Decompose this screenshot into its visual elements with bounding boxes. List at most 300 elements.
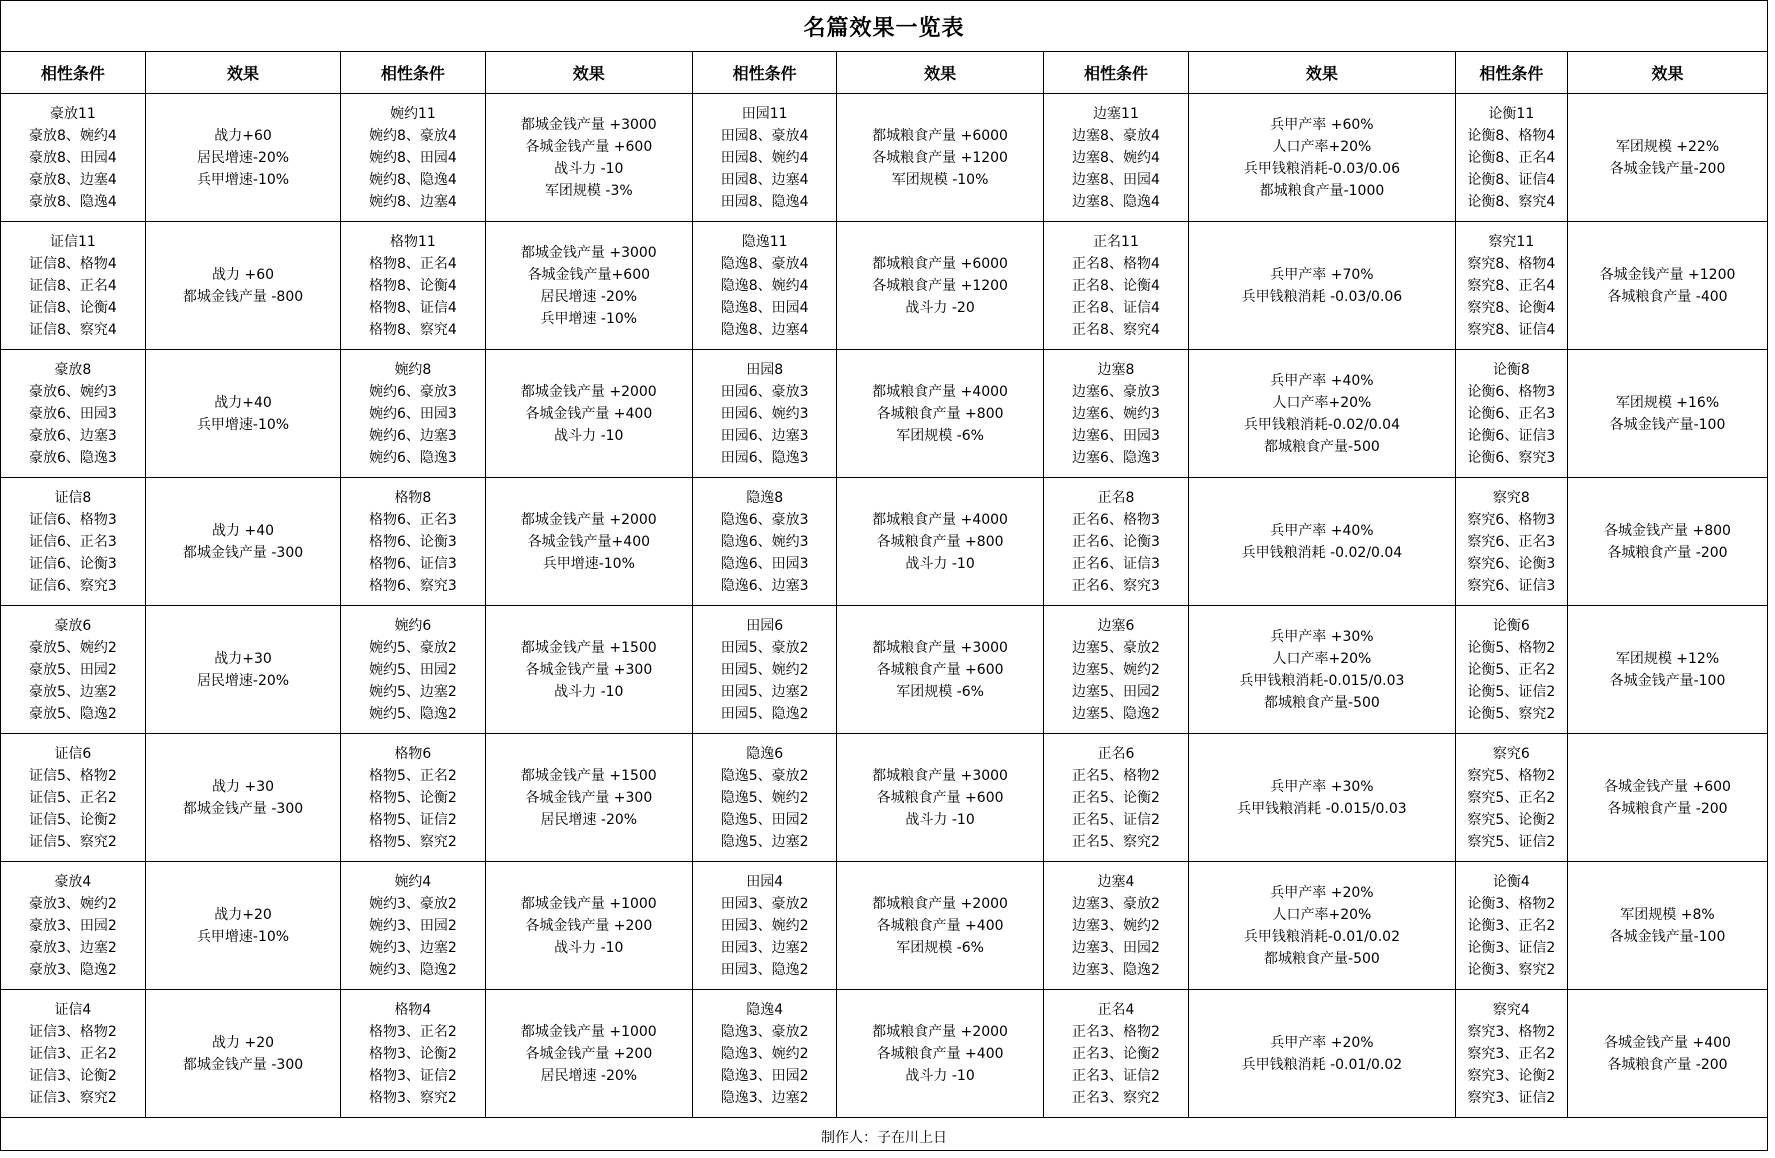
condition-line: 边塞3、隐逸2 <box>1072 961 1160 978</box>
effect-line: 人口产率+20% <box>1272 138 1372 155</box>
effect-cell <box>145 606 340 734</box>
condition-line: 田园3、隐逸2 <box>720 961 809 978</box>
condition-cell <box>341 606 485 734</box>
effect-line: 都城粮食产量-1000 <box>1259 182 1385 199</box>
effect-line: 兵甲增速-10% <box>196 171 290 188</box>
effect-line: 兵甲产率 +20% <box>1270 1034 1374 1051</box>
condition-line: 论衡8、格物4 <box>1467 127 1556 144</box>
condition-line: 格物6、证信3 <box>368 555 457 572</box>
effect-line: 都城金钱产量 -300 <box>182 800 304 817</box>
condition-line: 田园5、边塞2 <box>720 683 809 700</box>
effect-line: 各城金钱产量+600 <box>527 266 651 283</box>
condition-line: 察究5、证信2 <box>1467 833 1556 850</box>
effect-line: 都城粮食产量 +3000 <box>872 639 1008 656</box>
effect-cell <box>485 862 692 990</box>
effect-line: 各城金钱产量 +400 <box>1604 1034 1731 1051</box>
condition-line: 格物11 <box>389 233 436 250</box>
condition-line: 田园3、豪放2 <box>720 895 809 912</box>
condition-line: 隐逸6、田园3 <box>720 555 809 572</box>
condition-line: 察究8、证信4 <box>1467 321 1556 338</box>
condition-line: 隐逸8、边塞4 <box>720 321 809 338</box>
condition-line: 论衡6、格物3 <box>1467 383 1556 400</box>
effect-cell <box>145 734 340 862</box>
effect-line: 各城粮食产量 +400 <box>876 1045 1004 1062</box>
condition-line: 婉约5、边塞2 <box>368 683 457 700</box>
condition-line: 格物4 <box>394 1001 432 1018</box>
condition-line: 豪放6、隐逸3 <box>28 449 117 466</box>
condition-line: 论衡11 <box>1488 105 1535 122</box>
condition-line: 隐逸3、婉约2 <box>720 1045 809 1062</box>
effect-cell <box>1189 606 1456 734</box>
condition-line: 正名6 <box>1097 745 1135 762</box>
condition-cell <box>1043 350 1188 478</box>
condition-line: 证信6、论衡3 <box>28 555 117 572</box>
condition-line: 格物3、证信2 <box>368 1067 457 1084</box>
page-title: 名篇效果一览表 <box>1 1 1767 52</box>
condition-line: 边塞5、婉约2 <box>1072 661 1160 678</box>
condition-line: 论衡6、正名3 <box>1467 405 1556 422</box>
header-condition: 相性条件 <box>1043 52 1188 94</box>
condition-line: 婉约8、边塞4 <box>368 193 457 210</box>
effect-cell <box>837 990 1043 1118</box>
effect-line: 居民增速 -20% <box>540 288 638 305</box>
effect-line: 兵甲产率 +40% <box>1270 522 1374 539</box>
condition-line: 豪放3、田园2 <box>28 917 117 934</box>
condition-line: 正名8 <box>1097 489 1135 506</box>
condition-line: 格物3、正名2 <box>368 1023 457 1040</box>
condition-line: 证信6 <box>54 745 92 762</box>
effect-line: 各城金钱产量-100 <box>1609 672 1726 689</box>
condition-line: 察究6、证信3 <box>1467 577 1556 594</box>
effect-line: 战力 +20 <box>212 1034 275 1051</box>
condition-line: 正名5、格物2 <box>1072 767 1160 784</box>
effect-cell <box>1567 222 1767 350</box>
effect-cell <box>1189 94 1456 222</box>
effect-line: 军团规模 -6% <box>896 427 984 444</box>
condition-line: 证信6、察究3 <box>28 577 117 594</box>
condition-line: 论衡6、察究3 <box>1467 449 1556 466</box>
effect-line: 居民增速-20% <box>196 149 290 166</box>
effect-line: 兵甲钱粮消耗 -0.01/0.02 <box>1241 1056 1403 1073</box>
effect-line: 军团规模 -6% <box>896 683 984 700</box>
condition-line: 论衡5、证信2 <box>1467 683 1556 700</box>
effect-line: 都城金钱产量 +1000 <box>520 895 657 912</box>
effect-line: 都城粮食产量 +2000 <box>872 895 1008 912</box>
effect-line: 兵甲产率 +70% <box>1270 266 1374 283</box>
condition-line: 察究3、正名2 <box>1467 1045 1556 1062</box>
condition-line: 婉约5、隐逸2 <box>368 705 457 722</box>
condition-line: 正名3、察究2 <box>1072 1089 1160 1106</box>
condition-line: 正名8、证信4 <box>1072 299 1160 316</box>
condition-line: 婉约3、豪放2 <box>368 895 457 912</box>
condition-cell <box>693 94 837 222</box>
condition-line: 论衡3、证信2 <box>1467 939 1556 956</box>
effect-line: 战斗力 -10 <box>554 939 624 956</box>
effect-line: 兵甲产率 +40% <box>1270 372 1374 389</box>
condition-cell <box>693 990 837 1118</box>
condition-line: 边塞8、婉约4 <box>1072 149 1160 166</box>
effect-line: 兵甲增速 -10% <box>540 310 638 327</box>
effect-cell <box>1189 350 1456 478</box>
condition-cell <box>1043 94 1188 222</box>
effect-line: 各城金钱产量 +300 <box>525 789 653 806</box>
effect-line: 兵甲钱粮消耗 -0.02/0.04 <box>1241 544 1403 561</box>
condition-line: 格物6、正名3 <box>368 511 457 528</box>
condition-line: 正名3、论衡2 <box>1072 1045 1160 1062</box>
header-condition: 相性条件 <box>341 52 485 94</box>
condition-line: 婉约6 <box>394 617 432 634</box>
condition-line: 正名5、证信2 <box>1072 811 1160 828</box>
condition-line: 证信11 <box>49 233 96 250</box>
effect-cell <box>145 478 340 606</box>
condition-line: 豪放5、隐逸2 <box>28 705 117 722</box>
effect-line: 各城金钱产量 +1200 <box>1599 266 1736 283</box>
condition-cell <box>1 990 145 1118</box>
condition-line: 豪放11 <box>49 105 96 122</box>
effect-line: 各城粮食产量 +1200 <box>872 149 1008 166</box>
condition-line: 婉约5、田园2 <box>368 661 457 678</box>
condition-line: 证信8 <box>54 489 92 506</box>
effect-cell <box>837 350 1043 478</box>
condition-line: 边塞3、田园2 <box>1072 939 1160 956</box>
table-body <box>1 94 1767 1118</box>
condition-line: 边塞3、婉约2 <box>1072 917 1160 934</box>
effect-line: 都城金钱产量 +1500 <box>520 767 657 784</box>
condition-line: 隐逸6、豪放3 <box>720 511 809 528</box>
condition-line: 正名6、证信3 <box>1072 555 1160 572</box>
condition-line: 婉约11 <box>389 105 436 122</box>
condition-line: 豪放3、隐逸2 <box>28 961 117 978</box>
condition-cell <box>1043 606 1188 734</box>
condition-line: 正名5、察究2 <box>1072 833 1160 850</box>
condition-line: 婉约4 <box>394 873 432 890</box>
condition-line: 田园8 <box>746 361 784 378</box>
author-credit: 制作人：子在川上日 <box>821 1130 947 1146</box>
condition-line: 田园4 <box>746 873 784 890</box>
condition-line: 隐逸8、田园4 <box>720 299 809 316</box>
condition-line: 察究4 <box>1492 1001 1530 1018</box>
condition-line: 隐逸3、豪放2 <box>720 1023 809 1040</box>
condition-line: 论衡3、正名2 <box>1467 917 1556 934</box>
condition-line: 隐逸8、豪放4 <box>720 255 809 272</box>
condition-line: 边塞6、田园3 <box>1072 427 1160 444</box>
effect-line: 都城粮食产量 +2000 <box>872 1023 1008 1040</box>
condition-cell <box>693 862 837 990</box>
effect-line: 战斗力 -20 <box>905 299 975 316</box>
condition-line: 格物5、察究2 <box>368 833 457 850</box>
effect-cell <box>145 350 340 478</box>
condition-line: 隐逸6、边塞3 <box>720 577 809 594</box>
header-condition: 相性条件 <box>693 52 837 94</box>
condition-line: 证信4 <box>54 1001 92 1018</box>
condition-line: 正名11 <box>1093 233 1139 250</box>
condition-line: 隐逸8 <box>746 489 784 506</box>
condition-line: 论衡4 <box>1492 873 1530 890</box>
effect-line: 军团规模 +12% <box>1615 650 1720 667</box>
condition-line: 证信5、格物2 <box>28 767 117 784</box>
condition-cell <box>1 478 145 606</box>
condition-line: 格物3、论衡2 <box>368 1045 457 1062</box>
effect-line: 人口产率+20% <box>1272 650 1372 667</box>
effect-cell <box>1189 862 1456 990</box>
condition-line: 察究8 <box>1492 489 1530 506</box>
condition-line: 论衡8、正名4 <box>1467 149 1556 166</box>
effect-cell <box>837 734 1043 862</box>
condition-cell <box>1455 478 1567 606</box>
effect-line: 兵甲产率 +20% <box>1270 884 1374 901</box>
effect-cell <box>1567 94 1767 222</box>
condition-line: 察究6 <box>1492 745 1530 762</box>
condition-cell <box>1043 222 1188 350</box>
condition-line: 正名8、论衡4 <box>1072 277 1160 294</box>
condition-line: 边塞8 <box>1097 361 1135 378</box>
condition-line: 察究5、正名2 <box>1467 789 1556 806</box>
condition-line: 察究6、正名3 <box>1467 533 1556 550</box>
condition-cell <box>341 862 485 990</box>
condition-line: 田园6 <box>746 617 784 634</box>
effect-line: 都城粮食产量 +4000 <box>872 383 1008 400</box>
condition-line: 隐逸6 <box>746 745 784 762</box>
condition-line: 婉约8 <box>394 361 432 378</box>
effect-line: 战斗力 -10 <box>905 811 975 828</box>
effect-cell <box>1189 734 1456 862</box>
condition-line: 证信3、正名2 <box>28 1045 117 1062</box>
effect-cell <box>1567 478 1767 606</box>
condition-line: 婉约6、隐逸3 <box>368 449 457 466</box>
effect-cell <box>485 350 692 478</box>
table-row <box>1 862 1767 990</box>
condition-line: 论衡3、察究2 <box>1467 961 1556 978</box>
effect-line: 各城金钱产量-100 <box>1609 928 1726 945</box>
effect-line: 战力+20 <box>214 906 272 923</box>
effect-cell <box>485 734 692 862</box>
condition-cell <box>1 94 145 222</box>
condition-line: 田园8、豪放4 <box>720 127 809 144</box>
effect-line: 军团规模 -6% <box>896 939 984 956</box>
effect-line: 军团规模 +22% <box>1615 138 1720 155</box>
effect-line: 人口产率+20% <box>1272 906 1372 923</box>
condition-cell <box>1043 478 1188 606</box>
condition-line: 证信5、论衡2 <box>28 811 117 828</box>
condition-cell <box>1043 862 1188 990</box>
effect-line: 兵甲钱粮消耗 -0.03/0.06 <box>1241 288 1403 305</box>
condition-line: 豪放6 <box>54 617 92 634</box>
condition-line: 隐逸11 <box>741 233 788 250</box>
table-row <box>1 478 1767 606</box>
condition-line: 格物6 <box>394 745 432 762</box>
condition-line: 边塞4 <box>1097 873 1135 890</box>
condition-line: 婉约6、田园3 <box>368 405 457 422</box>
header-effect: 效果 <box>837 52 1043 94</box>
effect-line: 各城粮食产量 -400 <box>1607 288 1728 305</box>
condition-line: 正名8、察究4 <box>1072 321 1160 338</box>
condition-line: 察究5、论衡2 <box>1467 811 1556 828</box>
condition-cell <box>1455 606 1567 734</box>
table-row <box>1 606 1767 734</box>
effect-line: 各城金钱产量 +600 <box>525 138 653 155</box>
effect-line: 人口产率+20% <box>1272 394 1372 411</box>
condition-cell <box>1 862 145 990</box>
effect-cell <box>485 94 692 222</box>
condition-cell <box>693 478 837 606</box>
effect-line: 兵甲增速-10% <box>196 928 290 945</box>
condition-line: 边塞5、豪放2 <box>1072 639 1160 656</box>
effect-cell <box>1189 478 1456 606</box>
effect-line: 都城粮食产量-500 <box>1264 694 1380 711</box>
condition-line: 边塞11 <box>1093 105 1139 122</box>
condition-line: 正名3、格物2 <box>1072 1023 1160 1040</box>
effect-line: 各城粮食产量 +600 <box>876 661 1004 678</box>
condition-line: 格物8、察究4 <box>368 321 457 338</box>
effect-line: 兵甲产率 +30% <box>1270 628 1374 645</box>
header-effect: 效果 <box>1567 52 1767 94</box>
condition-line: 婉约5、豪放2 <box>368 639 457 656</box>
condition-line: 田园5、豪放2 <box>720 639 809 656</box>
condition-cell <box>693 222 837 350</box>
effect-cell <box>1567 734 1767 862</box>
condition-line: 婉约3、隐逸2 <box>368 961 457 978</box>
effect-line: 各城粮食产量 -200 <box>1607 800 1728 817</box>
condition-line: 边塞8、豪放4 <box>1072 127 1160 144</box>
condition-line: 正名6、察究3 <box>1072 577 1160 594</box>
condition-line: 边塞5、隐逸2 <box>1072 705 1160 722</box>
condition-line: 豪放3、婉约2 <box>28 895 117 912</box>
effect-line: 都城粮食产量 +3000 <box>872 767 1008 784</box>
effect-line: 战斗力 -10 <box>554 683 624 700</box>
condition-line: 正名5、论衡2 <box>1072 789 1160 806</box>
condition-line: 证信3、论衡2 <box>28 1067 117 1084</box>
effect-line: 战力+40 <box>214 394 272 411</box>
effect-line: 兵甲钱粮消耗 -0.015/0.03 <box>1237 800 1407 817</box>
condition-line: 豪放8、田园4 <box>28 149 117 166</box>
condition-cell <box>341 734 485 862</box>
effect-line: 战力 +40 <box>212 522 275 539</box>
effect-cell <box>837 606 1043 734</box>
effect-line: 兵甲产率 +30% <box>1270 778 1374 795</box>
header-effect: 效果 <box>485 52 692 94</box>
condition-line: 田园3、边塞2 <box>720 939 809 956</box>
condition-line: 证信3、察究2 <box>28 1089 117 1106</box>
condition-line: 婉约6、豪放3 <box>368 383 457 400</box>
effect-line: 各城粮食产量 +1200 <box>872 277 1008 294</box>
effect-cell <box>145 862 340 990</box>
condition-line: 证信5、正名2 <box>28 789 117 806</box>
condition-line: 边塞6 <box>1097 617 1135 634</box>
condition-line: 格物8、论衡4 <box>368 277 457 294</box>
condition-line: 婉约3、田园2 <box>368 917 457 934</box>
condition-line: 边塞3、豪放2 <box>1072 895 1160 912</box>
effect-line: 都城粮食产量 +6000 <box>872 255 1008 272</box>
condition-line: 察究8、正名4 <box>1467 277 1556 294</box>
effect-line: 各城金钱产量 +200 <box>525 917 653 934</box>
effect-line: 都城粮食产量-500 <box>1264 950 1380 967</box>
table-row <box>1 350 1767 478</box>
effect-line: 战力 +30 <box>212 778 275 795</box>
effect-cell <box>837 222 1043 350</box>
condition-line: 边塞6、豪放3 <box>1072 383 1160 400</box>
condition-line: 豪放5、边塞2 <box>28 683 117 700</box>
effect-line: 都城金钱产量 +2000 <box>520 383 657 400</box>
condition-cell <box>341 478 485 606</box>
effect-line: 战斗力 -10 <box>905 555 975 572</box>
effect-line: 兵甲钱粮消耗-0.03/0.06 <box>1243 160 1400 177</box>
condition-line: 田园6、婉约3 <box>720 405 809 422</box>
condition-cell <box>341 222 485 350</box>
condition-line: 格物5、证信2 <box>368 811 457 828</box>
condition-line: 格物8、正名4 <box>368 255 457 272</box>
table-row <box>1 734 1767 862</box>
condition-line: 论衡8、证信4 <box>1467 171 1556 188</box>
condition-line: 格物6、察究3 <box>368 577 457 594</box>
effect-line: 都城金钱产量 -300 <box>182 1056 304 1073</box>
effect-line: 居民增速 -20% <box>540 811 638 828</box>
condition-line: 边塞6、隐逸3 <box>1072 449 1160 466</box>
condition-cell <box>1455 734 1567 862</box>
header-effect: 效果 <box>1189 52 1456 94</box>
effect-line: 各城金钱产量-200 <box>1609 160 1726 177</box>
effect-cell <box>485 478 692 606</box>
condition-line: 论衡6 <box>1492 617 1530 634</box>
condition-line: 田园5、隐逸2 <box>720 705 809 722</box>
effect-cell <box>145 94 340 222</box>
effect-line: 战力+30 <box>214 650 272 667</box>
condition-line: 察究8、格物4 <box>1467 255 1556 272</box>
condition-line: 豪放8 <box>54 361 92 378</box>
condition-cell <box>341 350 485 478</box>
condition-line: 论衡5、察究2 <box>1467 705 1556 722</box>
condition-cell <box>1455 350 1567 478</box>
effect-line: 各城金钱产量+400 <box>527 533 651 550</box>
effect-line: 都城粮食产量 +4000 <box>872 511 1008 528</box>
condition-line: 证信8、格物4 <box>28 255 117 272</box>
effect-line: 居民增速 -20% <box>540 1067 638 1084</box>
condition-line: 察究3、论衡2 <box>1467 1067 1556 1084</box>
condition-line: 豪放5、婉约2 <box>28 639 117 656</box>
effect-line: 战斗力 -10 <box>905 1067 975 1084</box>
effects-table <box>1 52 1767 1118</box>
condition-line: 隐逸5、田园2 <box>720 811 809 828</box>
condition-line: 田园11 <box>741 105 788 122</box>
condition-cell <box>1455 222 1567 350</box>
effect-cell <box>485 990 692 1118</box>
condition-line: 格物8 <box>394 489 432 506</box>
effect-cell <box>1189 222 1456 350</box>
effect-line: 兵甲增速-10% <box>542 555 635 572</box>
condition-line: 证信6、正名3 <box>28 533 117 550</box>
condition-line: 证信3、格物2 <box>28 1023 117 1040</box>
condition-line: 察究8、论衡4 <box>1467 299 1556 316</box>
condition-line: 察究6、格物3 <box>1467 511 1556 528</box>
effect-line: 都城金钱产量 +3000 <box>520 116 657 133</box>
effect-line: 都城金钱产量 +2000 <box>520 511 657 528</box>
condition-line: 田园5、婉约2 <box>720 661 809 678</box>
effect-line: 各城粮食产量 -200 <box>1607 1056 1728 1073</box>
effect-line: 各城金钱产量 +400 <box>525 405 653 422</box>
condition-line: 豪放8、边塞4 <box>28 171 117 188</box>
effect-line: 都城粮食产量-500 <box>1264 438 1380 455</box>
effect-line: 战斗力 -10 <box>554 160 624 177</box>
condition-cell <box>1 350 145 478</box>
condition-line: 论衡8、察究4 <box>1467 193 1556 210</box>
effect-line: 各城粮食产量 -200 <box>1607 544 1728 561</box>
effect-line: 战力+60 <box>214 127 272 144</box>
effect-line: 都城金钱产量 +1000 <box>520 1023 657 1040</box>
effect-line: 各城金钱产量 +200 <box>525 1045 653 1062</box>
effect-line: 兵甲钱粮消耗-0.02/0.04 <box>1243 416 1400 433</box>
effect-line: 兵甲钱粮消耗-0.015/0.03 <box>1239 672 1405 689</box>
effect-cell <box>837 862 1043 990</box>
condition-cell <box>693 606 837 734</box>
